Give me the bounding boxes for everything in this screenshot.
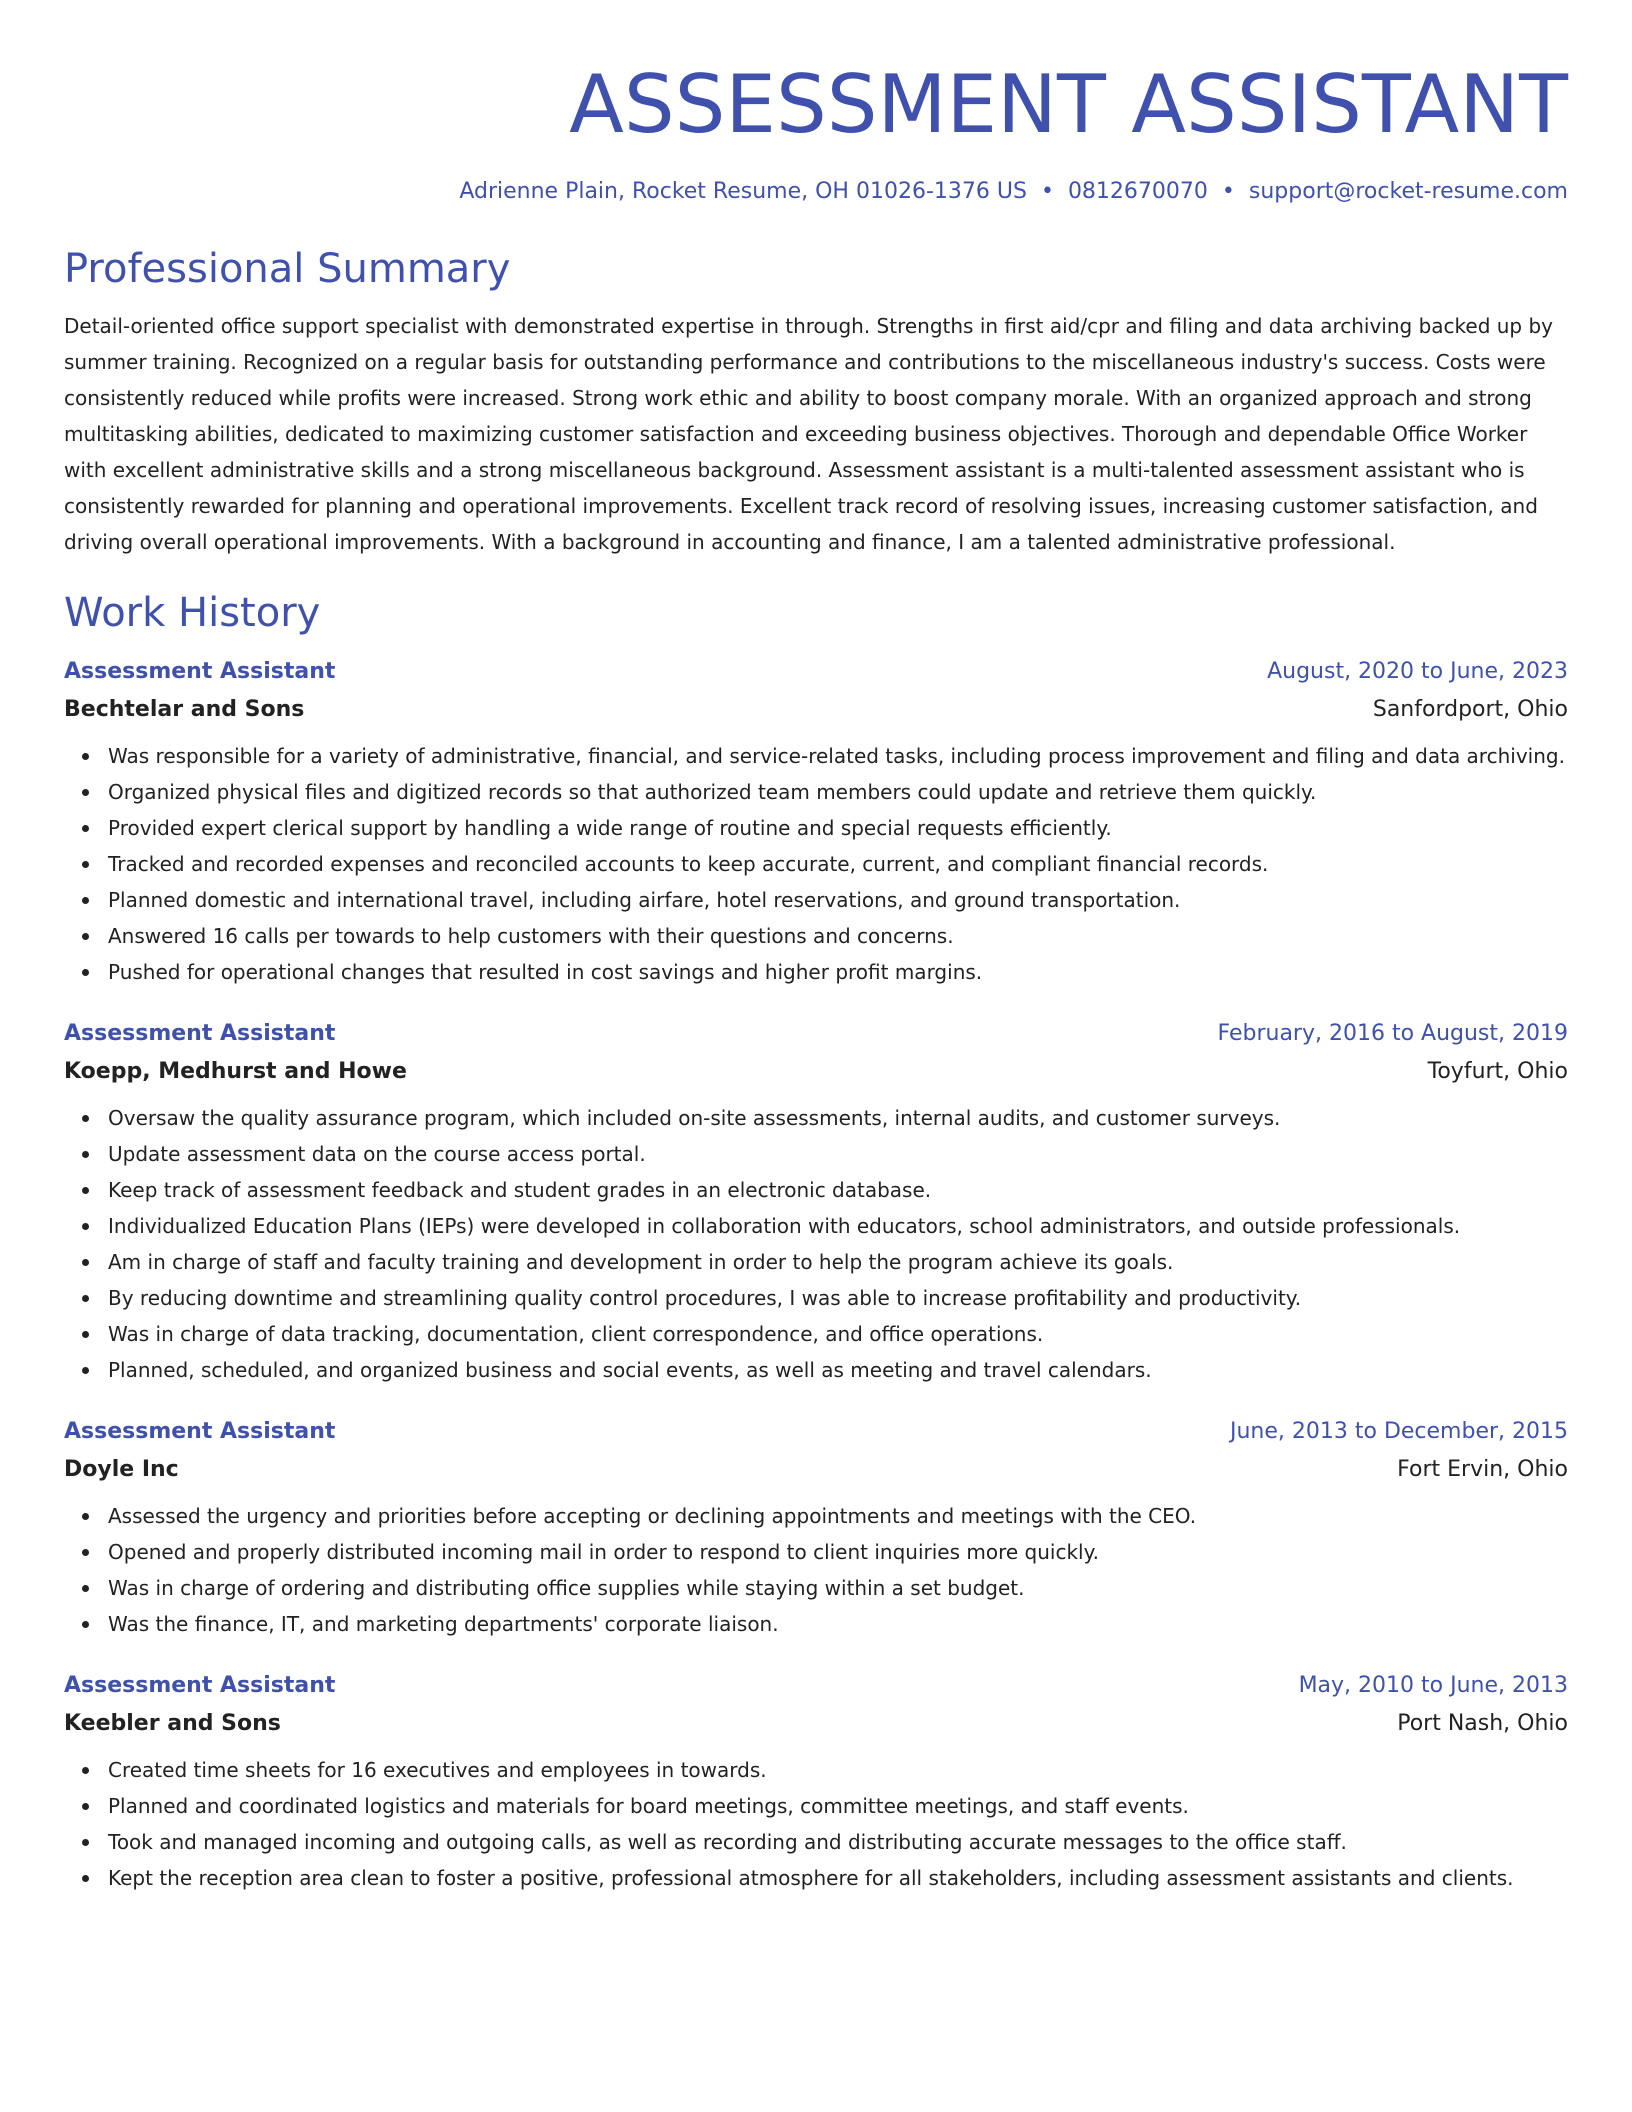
job-header-row <box>64 1016 1568 1052</box>
job-company-row <box>64 1450 1568 1490</box>
contact-address: Adrienne Plain, Rocket Resume, OH 01026-1376 US <box>459 179 1027 204</box>
work-history-heading: Work History <box>64 590 321 636</box>
resume-title: ASSESSMENT ASSISTANT <box>569 58 1568 151</box>
job-header-row <box>64 654 1568 690</box>
summary-heading: Professional Summary <box>64 246 511 292</box>
job-company: Koepp, Medhurst and Howe <box>64 1059 407 1084</box>
job-company-row <box>64 690 1568 730</box>
job-company: Bechtelar and Sons <box>64 697 305 722</box>
job-bullet: Planned, scheduled, and organized business and social events, as well as meeting and travel calendars. <box>108 1352 1568 1388</box>
job-bullet: Oversaw the quality assurance program, which included on-site assessments, internal audits, and customer surveys. <box>108 1100 1568 1136</box>
contact-separator: • <box>1040 179 1054 204</box>
job-company-row <box>64 1052 1568 1092</box>
job-dates: February, 2016 to August, 2019 <box>1217 1021 1568 1046</box>
job-bullet: Was in charge of ordering and distributing office supplies while staying within a set budget. <box>108 1570 1568 1606</box>
job-bullet: Organized physical files and digitized records so that authorized team members could update and retrieve them quickly. <box>108 774 1568 810</box>
job-company: Doyle Inc <box>64 1457 179 1482</box>
job-bullets <box>64 1498 1568 1642</box>
job-title: Assessment Assistant <box>64 1673 336 1698</box>
job-header-row <box>64 1414 1568 1450</box>
job-entry <box>64 1668 1568 1896</box>
job-bullets <box>64 1752 1568 1896</box>
job-bullet: By reducing downtime and streamlining quality control procedures, I was able to increase profitability and productivity. <box>108 1280 1568 1316</box>
job-bullet: Update assessment data on the course access portal. <box>108 1136 1568 1172</box>
contact-line <box>64 176 1568 208</box>
job-dates: August, 2020 to June, 2023 <box>1267 659 1568 684</box>
job-bullet: Opened and properly distributed incoming mail in order to respond to client inquiries more quickly. <box>108 1534 1568 1570</box>
job-company: Keebler and Sons <box>64 1711 281 1736</box>
job-title: Assessment Assistant <box>64 659 336 684</box>
job-bullets <box>64 738 1568 990</box>
job-bullets <box>64 1100 1568 1388</box>
job-bullet: Keep track of assessment feedback and student grades in an electronic database. <box>108 1172 1568 1208</box>
job-bullet: Was responsible for a variety of administrative, financial, and service-related tasks, including process improvement and filing and data archiving. <box>108 738 1568 774</box>
job-location: Fort Ervin, Ohio <box>1397 1457 1568 1482</box>
job-bullet: Individualized Education Plans (IEPs) were developed in collaboration with educators, school administrators, and outside professionals. <box>108 1208 1568 1244</box>
job-bullet: Answered 16 calls per towards to help customers with their questions and concerns. <box>108 918 1568 954</box>
job-bullet: Took and managed incoming and outgoing calls, as well as recording and distributing accurate messages to the office staff. <box>108 1824 1568 1860</box>
summary-text: Detail-oriented office support specialist with demonstrated expertise in through. Strengths in first aid/cpr and filing and data archiving backed up by summer training. Recognized on a regular basis for outstanding performance and contributions to the miscellaneous industry's success. Costs were consistently reduced while profits were increased. Strong work ethic and ability to boost company morale. With an organized approach and strong multitasking abilities, dedicated to maximizing customer satisfaction and exceeding business objectives. Thorough and dependable Office Worker with excellent administrative skills and a strong miscellaneous background. Assessment assistant is a multi-talented assessment assistant who is consistently rewarded for planning and operational improvements. Excellent track record of resolving issues, increasing customer satisfaction, and driving overall operational improvements. With a background in accounting and finance, I am a talented administrative professional. <box>64 314 1554 554</box>
job-bullet: Pushed for operational changes that resulted in cost savings and higher profit margins. <box>108 954 1568 990</box>
job-bullet: Am in charge of staff and faculty training and development in order to help the program achieve its goals. <box>108 1244 1568 1280</box>
job-bullet: Was in charge of data tracking, documentation, client correspondence, and office operations. <box>108 1316 1568 1352</box>
job-dates: June, 2013 to December, 2015 <box>1229 1419 1568 1444</box>
job-title: Assessment Assistant <box>64 1021 336 1046</box>
job-bullet: Planned domestic and international travel, including airfare, hotel reservations, and ground transportation. <box>108 882 1568 918</box>
contact-phone: 0812670070 <box>1067 179 1208 204</box>
contact-separator: • <box>1221 179 1235 204</box>
job-bullet: Was the finance, IT, and marketing departments' corporate liaison. <box>108 1606 1568 1642</box>
job-entry <box>64 1016 1568 1388</box>
job-header-row <box>64 1668 1568 1704</box>
job-bullet: Tracked and recorded expenses and reconciled accounts to keep accurate, current, and compliant financial records. <box>108 846 1568 882</box>
job-bullet: Created time sheets for 16 executives and employees in towards. <box>108 1752 1568 1788</box>
job-location: Toyfurt, Ohio <box>1427 1059 1568 1084</box>
job-location: Port Nash, Ohio <box>1397 1711 1568 1736</box>
job-bullet: Planned and coordinated logistics and materials for board meetings, committee meetings, and staff events. <box>108 1788 1568 1824</box>
resume-page <box>64 50 1568 1896</box>
job-company-row <box>64 1704 1568 1744</box>
job-bullet: Assessed the urgency and priorities before accepting or declining appointments and meetings with the CEO. <box>108 1498 1568 1534</box>
job-entry <box>64 654 1568 990</box>
job-dates: May, 2010 to June, 2013 <box>1298 1673 1568 1698</box>
contact-email[interactable]: support@rocket-resume.com <box>1248 179 1568 204</box>
job-bullet: Kept the reception area clean to foster a positive, professional atmosphere for all stakeholders, including assessment assistants and clients. <box>108 1860 1568 1896</box>
job-location: Sanfordport, Ohio <box>1372 697 1568 722</box>
job-title: Assessment Assistant <box>64 1419 336 1444</box>
job-bullet: Provided expert clerical support by handling a wide range of routine and special requests efficiently. <box>108 810 1568 846</box>
job-entry <box>64 1414 1568 1642</box>
